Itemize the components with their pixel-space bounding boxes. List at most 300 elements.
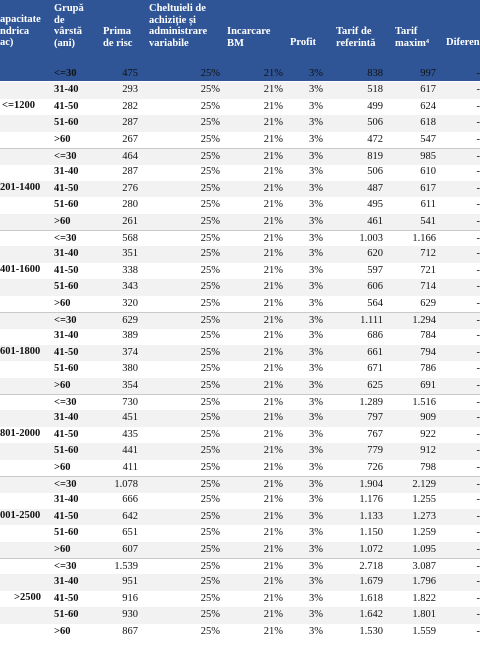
header-risk-line: de risc [103, 37, 133, 49]
header-risk-premium [103, 26, 132, 49]
reference-tariff-cell: 472 [367, 133, 383, 145]
age-cell: 31-40 [54, 166, 79, 178]
risk-premium-cell: 1.539 [114, 561, 138, 572]
age-cell: >60 [54, 625, 71, 637]
profit-cell: 3% [309, 233, 323, 244]
table-row [0, 509, 480, 525]
max-tariff-cell: 610 [420, 166, 436, 178]
difference-cell: - [476, 248, 480, 260]
age-cell: 51-60 [54, 363, 79, 375]
acquisition-cost-cell: 25% [200, 445, 220, 457]
table-row [0, 164, 480, 180]
difference-cell: - [476, 133, 480, 145]
header-ref-line: referintă [336, 37, 376, 49]
risk-premium-cell: 642 [122, 510, 138, 522]
table-row [0, 263, 480, 279]
profit-cell: 3% [309, 461, 323, 473]
acquisition-cost-cell: 25% [200, 248, 220, 260]
incarcare-cell: 21% [263, 379, 283, 391]
incarcare-cell: 21% [263, 445, 283, 457]
capacity-label: 401-1600 [0, 264, 41, 275]
risk-premium-cell: 287 [122, 117, 138, 129]
acquisition-cost-cell: 25% [200, 199, 220, 211]
difference-cell: - [476, 315, 480, 326]
table-row [0, 361, 480, 377]
table-row [0, 476, 480, 493]
acquisition-cost-cell: 25% [200, 233, 220, 244]
table-row [0, 427, 480, 443]
incarcare-cell: 21% [263, 84, 283, 96]
age-cell: 51-60 [54, 527, 79, 539]
reference-tariff-cell: 1.618 [359, 592, 383, 604]
header-reference-tariff [336, 26, 375, 49]
age-cell: 31-40 [54, 84, 79, 96]
age-cell: >60 [54, 215, 71, 227]
max-tariff-cell: 691 [420, 379, 436, 391]
reference-tariff-cell: 1.176 [359, 494, 383, 506]
acquisition-cost-cell: 25% [200, 100, 220, 112]
age-cell: 51-60 [54, 609, 79, 621]
difference-cell: - [476, 215, 480, 227]
acquisition-cost-cell: 25% [200, 397, 220, 408]
risk-premium-cell: 293 [122, 84, 138, 96]
risk-premium-cell: 267 [122, 133, 138, 145]
acquisition-cost-cell: 25% [200, 592, 220, 604]
risk-premium-cell: 374 [122, 346, 138, 358]
reference-tariff-cell: 1.133 [359, 510, 383, 522]
age-cell: >60 [54, 133, 71, 145]
header-acquisition-costs [149, 3, 207, 49]
max-tariff-cell: 617 [420, 84, 436, 96]
reference-tariff-cell: 506 [367, 166, 383, 178]
reference-tariff-cell: 1.150 [359, 527, 383, 539]
table-row [0, 460, 480, 476]
header-age-line: (ani) [54, 37, 75, 49]
risk-premium-cell: 261 [122, 215, 138, 227]
incarcare-cell: 21% [263, 479, 283, 490]
reference-tariff-cell: 671 [367, 363, 383, 375]
reference-tariff-cell: 661 [367, 346, 383, 358]
incarcare-cell: 21% [263, 68, 283, 79]
profit-cell: 3% [309, 297, 323, 309]
acquisition-cost-cell: 25% [200, 281, 220, 293]
risk-premium-cell: 464 [122, 151, 138, 162]
header-max-tariff [395, 26, 429, 49]
max-tariff-cell: 1.822 [412, 592, 436, 604]
age-cell: <=30 [54, 315, 77, 326]
max-tariff-cell: 798 [420, 461, 436, 473]
reference-tariff-cell: 1.289 [359, 397, 383, 408]
header-max-line: maxim⁴ [395, 37, 430, 49]
header-age-line: de [54, 14, 65, 26]
table-row [0, 181, 480, 197]
difference-cell: - [476, 363, 480, 375]
profit-cell: 3% [309, 543, 323, 555]
difference-cell: - [476, 379, 480, 391]
risk-premium-cell: 280 [122, 199, 138, 211]
table-row [0, 328, 480, 344]
header-capacity-line: ndrica [0, 25, 30, 37]
table-row [0, 148, 480, 165]
header-acq-line: achiziție și [149, 14, 196, 26]
table-row [0, 542, 480, 558]
profit-cell: 3% [309, 117, 323, 129]
incarcare-cell: 21% [263, 151, 283, 162]
difference-cell: - [476, 397, 480, 408]
risk-premium-cell: 1.078 [114, 479, 138, 490]
risk-premium-cell: 607 [122, 543, 138, 555]
max-tariff-cell: 712 [420, 248, 436, 260]
table-row [0, 492, 480, 508]
risk-premium-cell: 435 [122, 428, 138, 440]
difference-cell: - [476, 199, 480, 211]
profit-cell: 3% [309, 151, 323, 162]
max-tariff-cell: 1.796 [412, 576, 436, 588]
header-dif-line: Diferen [446, 37, 480, 48]
incarcare-cell: 21% [263, 609, 283, 621]
reference-tariff-cell: 487 [367, 182, 383, 194]
profit-cell: 3% [309, 428, 323, 440]
incarcare-cell: 21% [263, 527, 283, 539]
risk-premium-cell: 276 [122, 182, 138, 194]
reference-tariff-cell: 499 [367, 100, 383, 112]
profit-cell: 3% [309, 281, 323, 293]
age-cell: 31-40 [54, 494, 79, 506]
profit-cell: 3% [309, 379, 323, 391]
header-risk-line: Prima [103, 26, 131, 37]
incarcare-cell: 21% [263, 297, 283, 309]
age-cell: 41-50 [54, 264, 79, 276]
acquisition-cost-cell: 25% [200, 133, 220, 145]
header-age-line: vârstă [54, 26, 82, 37]
incarcare-cell: 21% [263, 330, 283, 342]
age-cell: <=30 [54, 233, 77, 244]
age-cell: 31-40 [54, 576, 79, 588]
profit-cell: 3% [309, 561, 323, 572]
incarcare-cell: 21% [263, 576, 283, 588]
acquisition-cost-cell: 25% [200, 609, 220, 621]
max-tariff-cell: 922 [420, 428, 436, 440]
age-cell: 31-40 [54, 412, 79, 424]
profit-cell: 3% [309, 100, 323, 112]
reference-tariff-cell: 797 [367, 412, 383, 424]
capacity-label: 201-1400 [0, 182, 41, 193]
table-row [0, 296, 480, 312]
incarcare-cell: 21% [263, 592, 283, 604]
profit-cell: 3% [309, 412, 323, 424]
profit-cell: 3% [309, 264, 323, 276]
difference-cell: - [476, 264, 480, 276]
reference-tariff-cell: 726 [367, 461, 383, 473]
incarcare-cell: 21% [263, 543, 283, 555]
reference-tariff-cell: 625 [367, 379, 383, 391]
acquisition-cost-cell: 25% [200, 527, 220, 539]
incarcare-cell: 21% [263, 199, 283, 211]
difference-cell: - [476, 625, 480, 637]
incarcare-cell: 21% [263, 264, 283, 276]
difference-cell: - [476, 84, 480, 96]
difference-cell: - [476, 68, 480, 79]
difference-cell: - [476, 428, 480, 440]
incarcare-cell: 21% [263, 233, 283, 244]
header-max-line: Tarif [395, 26, 418, 37]
max-tariff-cell: 1.294 [412, 315, 436, 326]
header-incarcare [227, 26, 270, 49]
max-tariff-cell: 611 [420, 199, 436, 211]
risk-premium-cell: 651 [122, 527, 138, 539]
profit-cell: 3% [309, 527, 323, 539]
profit-cell: 3% [309, 576, 323, 588]
acquisition-cost-cell: 25% [200, 479, 220, 490]
max-tariff-cell: 624 [420, 100, 436, 112]
age-cell: >60 [54, 543, 71, 555]
incarcare-cell: 21% [263, 215, 283, 227]
acquisition-cost-cell: 25% [200, 543, 220, 555]
table-row [0, 214, 480, 230]
reference-tariff-cell: 461 [367, 215, 383, 227]
acquisition-cost-cell: 25% [200, 330, 220, 342]
header-difference [446, 37, 480, 49]
max-tariff-cell: 3.087 [412, 561, 436, 572]
acquisition-cost-cell: 25% [200, 576, 220, 588]
risk-premium-cell: 930 [122, 609, 138, 621]
risk-premium-cell: 354 [122, 379, 138, 391]
difference-cell: - [476, 576, 480, 588]
capacity-label: 601-1800 [0, 346, 41, 357]
incarcare-cell: 21% [263, 133, 283, 145]
difference-cell: - [476, 527, 480, 539]
max-tariff-cell: 985 [420, 151, 436, 162]
age-cell: 41-50 [54, 428, 79, 440]
header-capacity [0, 14, 41, 49]
incarcare-cell: 21% [263, 315, 283, 326]
difference-cell: - [476, 166, 480, 178]
reference-tariff-cell: 779 [367, 445, 383, 457]
reference-tariff-cell: 1.904 [359, 479, 383, 490]
risk-premium-cell: 282 [122, 100, 138, 112]
difference-cell: - [476, 479, 480, 490]
capacity-label: 801-2000 [0, 428, 41, 439]
acquisition-cost-cell: 25% [200, 182, 220, 194]
age-cell: 51-60 [54, 445, 79, 457]
risk-premium-cell: 287 [122, 166, 138, 178]
profit-cell: 3% [309, 625, 323, 637]
reference-tariff-cell: 597 [367, 264, 383, 276]
acquisition-cost-cell: 25% [200, 346, 220, 358]
incarcare-cell: 21% [263, 166, 283, 178]
header-ref-line: Tarif de [336, 26, 372, 37]
age-cell: >60 [54, 461, 71, 473]
max-tariff-cell: 1.273 [412, 510, 436, 522]
age-cell: 51-60 [54, 199, 79, 211]
max-tariff-cell: 1.801 [412, 609, 436, 621]
age-cell: >60 [54, 379, 71, 391]
difference-cell: - [476, 561, 480, 572]
incarcare-cell: 21% [263, 461, 283, 473]
acquisition-cost-cell: 25% [200, 494, 220, 506]
incarcare-cell: 21% [263, 281, 283, 293]
difference-cell: - [476, 297, 480, 309]
table-row [0, 410, 480, 426]
table-row [0, 624, 480, 640]
profit-cell: 3% [309, 315, 323, 326]
capacity-label: >2500 [14, 592, 41, 603]
risk-premium-cell: 411 [122, 461, 138, 473]
risk-premium-cell: 343 [122, 281, 138, 293]
profit-cell: 3% [309, 445, 323, 457]
difference-cell: - [476, 346, 480, 358]
acquisition-cost-cell: 25% [200, 117, 220, 129]
acquisition-cost-cell: 25% [200, 84, 220, 96]
acquisition-cost-cell: 25% [200, 561, 220, 572]
risk-premium-cell: 629 [122, 315, 138, 326]
capacity-label: 001-2500 [0, 510, 41, 521]
acquisition-cost-cell: 25% [200, 151, 220, 162]
difference-cell: - [476, 233, 480, 244]
reference-tariff-cell: 606 [367, 281, 383, 293]
max-tariff-cell: 909 [420, 412, 436, 424]
header-inc-line: BM [227, 37, 244, 49]
profit-cell: 3% [309, 84, 323, 96]
difference-cell: - [476, 281, 480, 293]
difference-cell: - [476, 151, 480, 162]
profit-cell: 3% [309, 397, 323, 408]
acquisition-cost-cell: 25% [200, 297, 220, 309]
risk-premium-cell: 351 [122, 248, 138, 260]
reference-tariff-cell: 767 [367, 428, 383, 440]
reference-tariff-cell: 1.642 [359, 609, 383, 621]
max-tariff-cell: 629 [420, 297, 436, 309]
difference-cell: - [476, 100, 480, 112]
table-row [0, 99, 480, 115]
difference-cell: - [476, 117, 480, 129]
profit-cell: 3% [309, 592, 323, 604]
difference-cell: - [476, 592, 480, 604]
difference-cell: - [476, 182, 480, 194]
profit-cell: 3% [309, 510, 323, 522]
table-row [0, 82, 480, 98]
max-tariff-cell: 1.255 [412, 494, 436, 506]
reference-tariff-cell: 1.530 [359, 625, 383, 637]
risk-premium-cell: 568 [122, 233, 138, 244]
age-cell: 31-40 [54, 330, 79, 342]
age-cell: 51-60 [54, 281, 79, 293]
reference-tariff-cell: 1.072 [359, 543, 383, 555]
acquisition-cost-cell: 25% [200, 68, 220, 79]
table-row [0, 574, 480, 590]
acquisition-cost-cell: 25% [200, 363, 220, 375]
profit-cell: 3% [309, 479, 323, 490]
incarcare-cell: 21% [263, 561, 283, 572]
max-tariff-cell: 794 [420, 346, 436, 358]
acquisition-cost-cell: 25% [200, 315, 220, 326]
table-row [0, 378, 480, 394]
age-cell: 51-60 [54, 117, 79, 129]
risk-premium-cell: 867 [122, 625, 138, 637]
acquisition-cost-cell: 25% [200, 166, 220, 178]
acquisition-cost-cell: 25% [200, 625, 220, 637]
risk-premium-cell: 338 [122, 264, 138, 276]
header-profit-line: Profit [290, 37, 317, 48]
incarcare-cell: 21% [263, 363, 283, 375]
table-row [0, 279, 480, 295]
acquisition-cost-cell: 25% [200, 264, 220, 276]
risk-premium-cell: 730 [122, 397, 138, 408]
incarcare-cell: 21% [263, 412, 283, 424]
risk-premium-cell: 475 [122, 68, 138, 79]
header-acq-line: administrare [149, 26, 208, 37]
risk-premium-cell: 666 [122, 494, 138, 506]
incarcare-cell: 21% [263, 248, 283, 260]
acquisition-cost-cell: 25% [200, 215, 220, 227]
risk-premium-cell: 441 [122, 445, 138, 457]
reference-tariff-cell: 506 [367, 117, 383, 129]
reference-tariff-cell: 1.003 [359, 233, 383, 244]
incarcare-cell: 21% [263, 625, 283, 637]
profit-cell: 3% [309, 494, 323, 506]
age-cell: <=30 [54, 397, 77, 408]
reference-tariff-cell: 686 [367, 330, 383, 342]
age-cell: 41-50 [54, 592, 79, 604]
age-cell: 41-50 [54, 182, 79, 194]
age-cell: 31-40 [54, 248, 79, 260]
incarcare-cell: 21% [263, 494, 283, 506]
risk-premium-cell: 451 [122, 412, 138, 424]
acquisition-cost-cell: 25% [200, 412, 220, 424]
header-age-line: Grupă [54, 3, 84, 14]
profit-cell: 3% [309, 248, 323, 260]
max-tariff-cell: 912 [420, 445, 436, 457]
acquisition-cost-cell: 25% [200, 428, 220, 440]
profit-cell: 3% [309, 182, 323, 194]
risk-premium-cell: 951 [122, 576, 138, 588]
reference-tariff-cell: 564 [367, 297, 383, 309]
profit-cell: 3% [309, 133, 323, 145]
max-tariff-cell: 786 [420, 363, 436, 375]
header-profit [290, 37, 316, 49]
max-tariff-cell: 1.516 [412, 397, 436, 408]
profit-cell: 3% [309, 609, 323, 621]
header-age-group [54, 3, 84, 49]
reference-tariff-cell: 838 [367, 68, 383, 79]
risk-premium-cell: 380 [122, 363, 138, 375]
incarcare-cell: 21% [263, 117, 283, 129]
table-row [0, 345, 480, 361]
profit-cell: 3% [309, 363, 323, 375]
table-row [0, 230, 480, 247]
reference-tariff-cell: 1.679 [359, 576, 383, 588]
incarcare-cell: 21% [263, 428, 283, 440]
max-tariff-cell: 541 [420, 215, 436, 227]
capacity-label: <=1200 [2, 100, 35, 111]
incarcare-cell: 21% [263, 346, 283, 358]
max-tariff-cell: 547 [420, 133, 436, 145]
difference-cell: - [476, 461, 480, 473]
header-inc-line: Incarcare [227, 26, 271, 37]
table-row [0, 394, 480, 411]
profit-cell: 3% [309, 215, 323, 227]
table-row [0, 132, 480, 148]
difference-cell: - [476, 412, 480, 424]
header-acq-line: Cheltuieli de [149, 3, 206, 14]
reference-tariff-cell: 518 [367, 84, 383, 96]
incarcare-cell: 21% [263, 510, 283, 522]
profit-cell: 3% [309, 330, 323, 342]
acquisition-cost-cell: 25% [200, 510, 220, 522]
table-row [0, 607, 480, 623]
age-cell: >60 [54, 297, 71, 309]
acquisition-cost-cell: 25% [200, 461, 220, 473]
